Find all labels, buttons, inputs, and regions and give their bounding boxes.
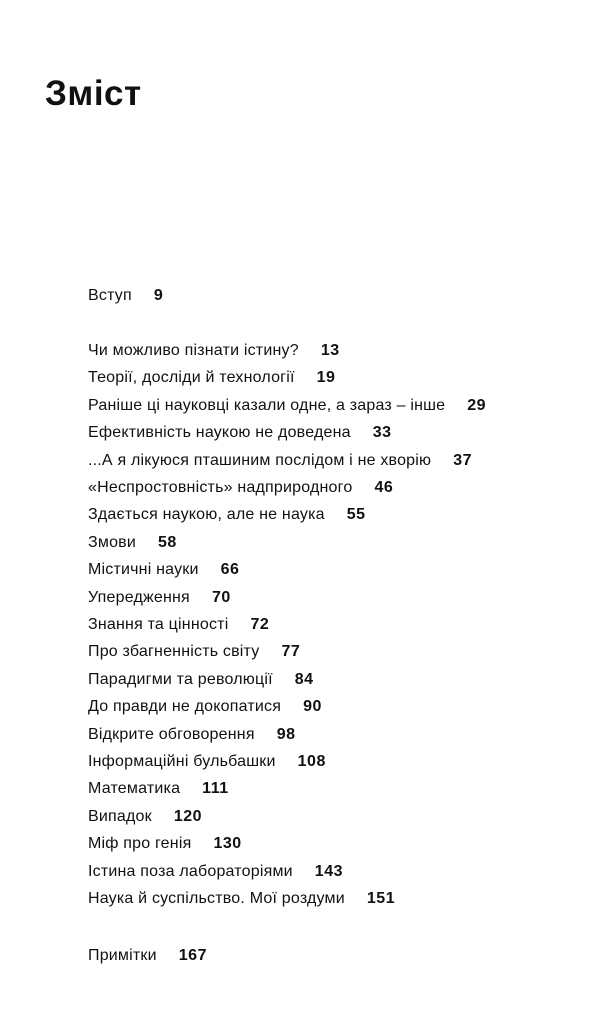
toc-entry-page-number: 108 xyxy=(297,753,326,770)
toc-entry xyxy=(88,423,392,443)
toc-entry-title: Міф про генія xyxy=(88,835,192,853)
toc-entry-page-number: 29 xyxy=(467,396,487,414)
toc-entry xyxy=(88,642,300,662)
toc-entry-page-number: 151 xyxy=(366,890,396,907)
toc-entry-title: Про збагненність світу xyxy=(88,643,260,661)
toc-entry-page-number: 98 xyxy=(276,725,296,743)
toc-entry-page-number: 46 xyxy=(374,479,394,496)
toc-entry xyxy=(88,697,322,717)
toc-entry-page-number: 55 xyxy=(346,506,366,524)
toc-entry-title: ...А я лікуюся пташиним послідом і не хворію xyxy=(88,451,432,469)
toc-entry xyxy=(88,396,486,416)
toc-entry-page-number: 37 xyxy=(453,451,473,469)
toc-entry xyxy=(88,725,295,745)
toc-entry-page-number: 77 xyxy=(281,643,301,661)
toc-entry-page-number: 143 xyxy=(314,862,343,880)
toc-entry-page-number: 72 xyxy=(250,616,270,633)
page-title: Зміст xyxy=(45,74,142,113)
toc-entry-page-number: 130 xyxy=(213,835,242,853)
toc-entry-title: Здається наукою, але не наука xyxy=(88,506,325,524)
toc-entry xyxy=(88,533,177,553)
toc-entry xyxy=(88,946,207,966)
toc-entry xyxy=(88,670,314,690)
toc-entry xyxy=(88,752,326,772)
toc-entry-page-number: 111 xyxy=(202,780,229,798)
toc-entry-title: Вступ xyxy=(88,287,132,304)
toc-entry-page-number: 66 xyxy=(220,561,240,579)
toc-entry-title: Чи можливо пізнати істину? xyxy=(88,342,299,359)
toc-entry xyxy=(88,286,163,306)
toc-entry-page-number: 33 xyxy=(372,424,392,442)
toc-entry-title: Математика xyxy=(88,780,181,798)
toc-entry-title: Відкрите обговорення xyxy=(88,725,255,743)
toc-entry-title: Змови xyxy=(88,533,136,551)
toc-entry-title: Інформаційні бульбашки xyxy=(88,753,276,770)
toc-entry xyxy=(88,807,202,827)
toc-entry-title: Випадок xyxy=(88,807,152,825)
toc-entry-title: Упередження xyxy=(88,588,190,606)
toc-entry-title: Містичні науки xyxy=(88,561,199,579)
toc-entry-page-number: 90 xyxy=(303,698,322,716)
toc-entry-page-number: 19 xyxy=(316,369,336,387)
toc-entry xyxy=(88,341,340,361)
toc-entry xyxy=(88,889,395,909)
toc-entry-title: Примітки xyxy=(88,947,157,964)
toc-entry xyxy=(88,451,472,471)
toc-entry xyxy=(88,588,231,608)
toc-entry xyxy=(88,779,229,799)
toc-entry-title: Теорії, досліди й технології xyxy=(88,369,295,387)
toc-entry-title: «Неспростовність» надприродного xyxy=(88,479,353,496)
toc-entry-page-number: 58 xyxy=(158,533,177,551)
toc-entry xyxy=(88,368,335,388)
toc-entry-title: Ефективність наукою не доведена xyxy=(88,424,351,442)
toc-entry-title: Наука й суспільство. Мої роздуми xyxy=(88,890,345,907)
toc-entry-page-number: 70 xyxy=(211,588,231,606)
toc-entry xyxy=(88,862,343,882)
toc-entry-title: Раніше ці науковці казали одне, а зараз – інше xyxy=(88,396,446,414)
toc-entry xyxy=(88,478,393,498)
toc-entry-title: Парадигми та революції xyxy=(88,670,273,688)
toc-entry xyxy=(88,615,269,635)
toc-entry-page-number: 9 xyxy=(153,287,164,304)
toc-entry-title: До правди не докопатися xyxy=(88,698,282,716)
toc-entry xyxy=(88,834,242,854)
toc-entry-title: Знання та цінності xyxy=(88,616,229,633)
toc-entry xyxy=(88,505,366,525)
toc-entry-title: Істина поза лабораторіями xyxy=(88,862,293,880)
toc-entry-page-number: 84 xyxy=(294,670,314,688)
toc-entry-page-number: 120 xyxy=(173,807,203,825)
toc-entry xyxy=(88,560,239,580)
toc-entry-page-number: 13 xyxy=(320,342,340,359)
toc-entry-page-number: 167 xyxy=(178,947,207,964)
